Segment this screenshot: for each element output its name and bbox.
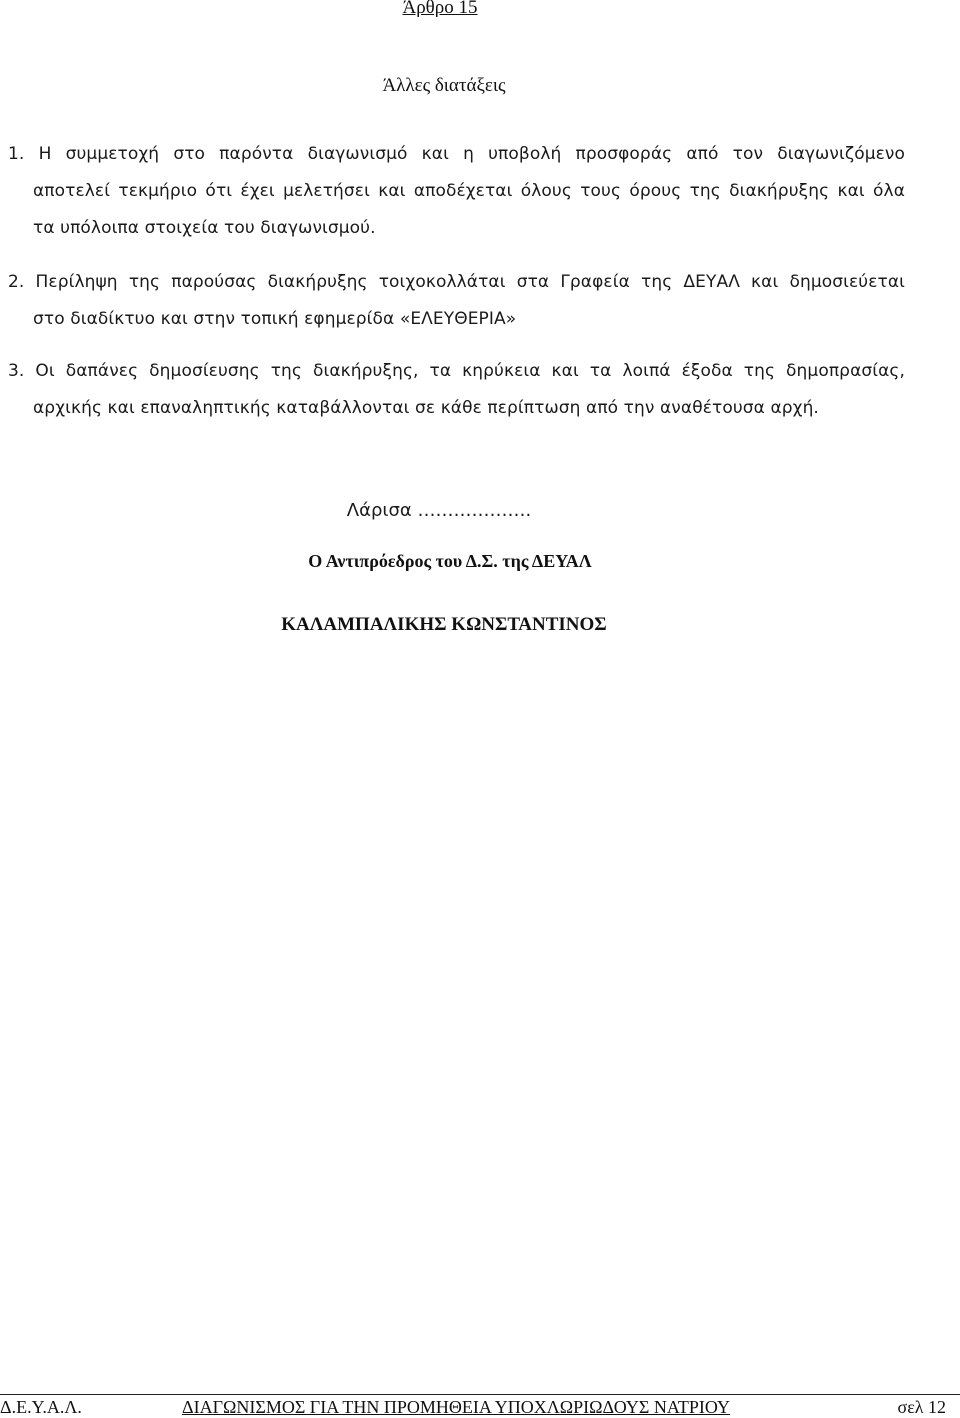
paragraph-line: 2. Περίληψη της παρούσας διακήρυξης τοιχοκολλάται στα Γραφεία της ΔΕΥΑΛ και δημοσιεύεται [8, 272, 905, 292]
paragraph-line: αρχικής και επαναληπτικής καταβάλλονται σε κάθε περίπτωση από την αναθέτουσα αρχή. [33, 398, 819, 418]
paragraph-1 [8, 136, 905, 247]
section-title: Άλλες διατάξεις [382, 75, 506, 96]
paragraph-line: στο διαδίκτυο και στην τοπική εφημερίδα «ΕΛΕΥΘΕΡΙΑ» [33, 309, 517, 329]
paragraph-2 [8, 264, 905, 338]
article-title: Άρθρο 15 [402, 0, 478, 18]
footer-divider [0, 1394, 960, 1395]
signer-role: Ο Αντιπρόεδρος του Δ.Σ. της ΔΕΥΑΛ [308, 551, 592, 571]
footer-organization: Δ.Ε.Υ.Α.Λ. [0, 1397, 82, 1417]
paragraph-line: 3. Οι δαπάνες δημοσίευσης της διακήρυξης, τα κηρύκεια και τα λοιπά έξοδα της δημοπρασίας, [8, 361, 905, 381]
signature-place: Λάρισα ………………. [346, 500, 532, 521]
page-footer [0, 1397, 960, 1418]
paragraph-3 [8, 353, 905, 427]
paragraph-line: τα υπόλοιπα στοιχεία του διαγωνισμού. [33, 218, 376, 238]
signer-name: ΚΑΛΑΜΠΑΛΙΚΗΣ ΚΩΝΣΤΑΝΤΙΝΟΣ [281, 614, 607, 635]
paragraph-line: 1. Η συμμετοχή στο παρόντα διαγωνισμό και η υποβολή προσφοράς από τον διαγωνιζόμενο [8, 144, 905, 164]
paragraph-line: αποτελεί τεκμήριο ότι έχει μελετήσει και αποδέχεται όλους τους όρους της διακήρυξης και όλα [33, 181, 905, 201]
footer-project-title: ΔΙΑΓΩΝΙΣΜΟΣ ΓΙΑ ΤΗΝ ΠΡΟΜΗΘΕΙΑ ΥΠΟΧΛΩΡΙΩΔΟΥΣ ΝΑΤΡΙΟΥ [182, 1397, 730, 1417]
footer-page-number: σελ 12 [897, 1397, 946, 1417]
